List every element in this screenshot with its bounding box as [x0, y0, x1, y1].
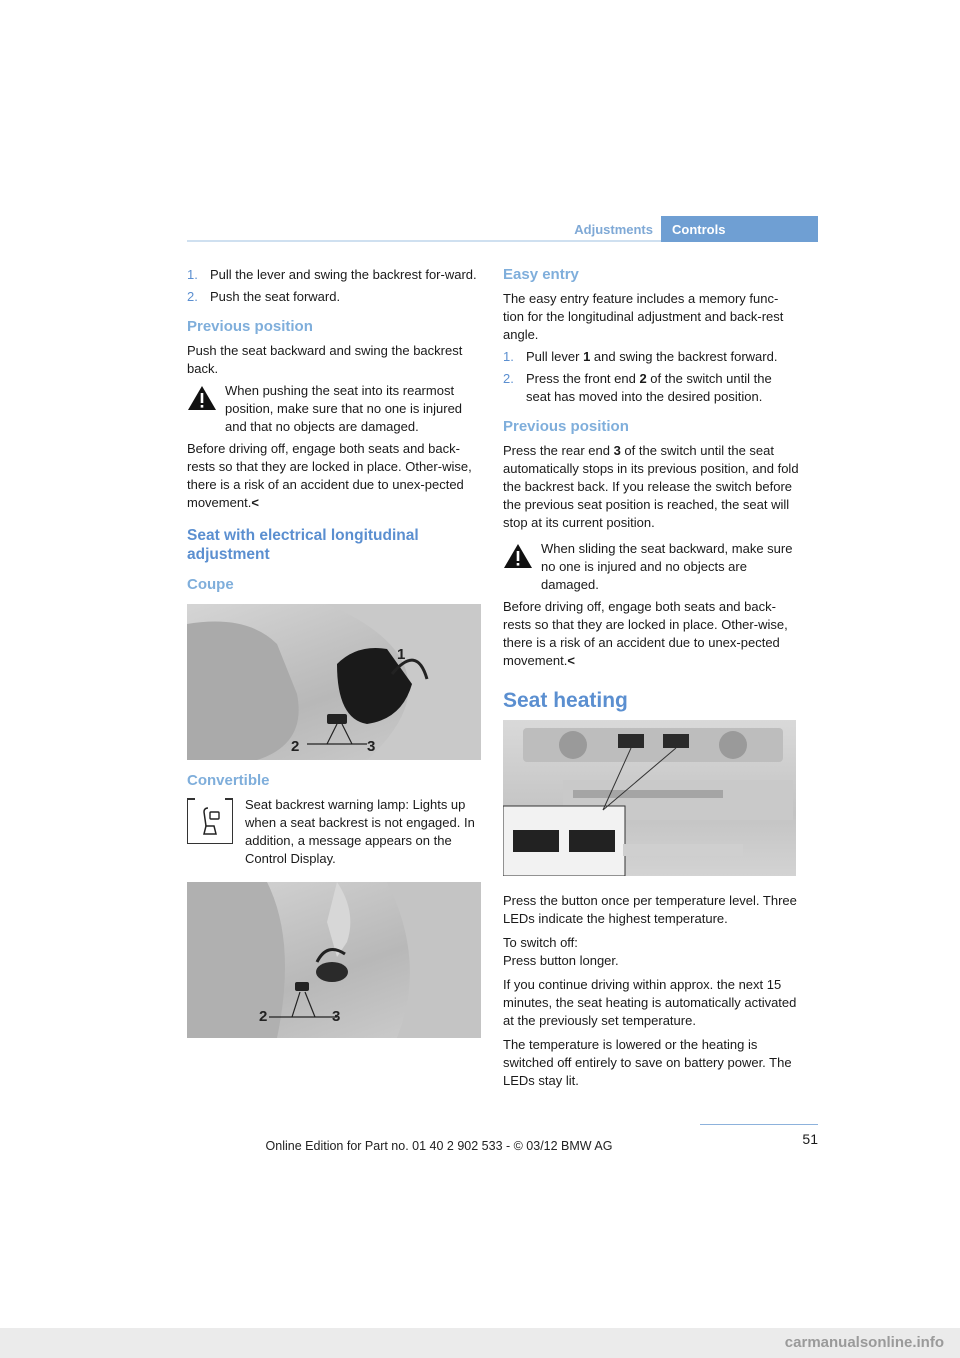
previous-position-text: Push the seat backward and swing the backrest back. [187, 343, 463, 376]
footer-text: Online Edition for Part no. 01 40 2 902 533 - © 03/12 BMW AG [265, 1139, 613, 1153]
warning-note [187, 382, 483, 512]
heating-text-4: The temperature is lowered or the heating is switched off entirely to save on battery power. The LEDs stay lit. [503, 1037, 792, 1088]
callout-3: 3 [367, 738, 376, 755]
list-item [187, 266, 483, 284]
warning-note [503, 540, 799, 670]
step-number: 1. [187, 267, 198, 282]
heating-text-2b: Press button longer. [503, 953, 619, 968]
heating-text-1: Press the button once per temperature level. Three LEDs indicate the highest temperature. [503, 893, 797, 926]
chapter-tab: Controls [661, 216, 818, 242]
easy-entry-heading: Easy entry [503, 266, 579, 283]
step-text: Push the seat forward. [210, 289, 341, 304]
warning-triangle-icon [503, 543, 533, 569]
warning-triangle-icon [187, 385, 217, 411]
step-text: Pull the lever and swing the backrest for-ward. [210, 267, 477, 282]
section-title: Adjustments [574, 222, 653, 237]
heating-text-2a: To switch off: [503, 935, 578, 950]
step-number: 2. [187, 289, 198, 304]
seat-heating-illustration [503, 720, 796, 876]
warning-text: When pushing the seat into its rearmost position, make sure that no one is injured and that no objects are damaged. [225, 383, 463, 434]
callout-1: 1 [397, 646, 406, 663]
easy-entry-text: The easy entry feature includes a memory func-tion for the longitudinal adjustment and back-rest angle. [503, 291, 784, 342]
callout-3: 3 [332, 1008, 341, 1025]
electrical-adjustment-heading: Seat with electrical longitudinal adjustment [187, 527, 419, 563]
warning-text-continued: Before driving off, engage both seats and back-rests so that they are locked in place. Other-wise, there is a risk of an accident due to unex-pected movement.< [187, 441, 472, 510]
watermark[interactable]: carmanualsonline.info [0, 1328, 960, 1358]
left-column [187, 266, 483, 1050]
convertible-heading: Convertible [187, 772, 270, 789]
step-number: 1. [503, 349, 514, 364]
coupe-heading: Coupe [187, 576, 234, 593]
list-item: 1. Pull lever 1 and swing the backrest forward. [503, 349, 778, 364]
warning-lamp-note [187, 796, 483, 868]
coupe-seat-drawing [187, 604, 481, 760]
callout-2: 2 [291, 738, 300, 755]
coupe-seat-illustration [187, 604, 481, 760]
page-number: 51 [700, 1124, 818, 1147]
climate-panel-drawing [503, 720, 796, 876]
previous-position-heading: Previous position [187, 318, 313, 335]
end-mark: < [251, 495, 259, 510]
warning-text-continued: Before driving off, engage both seats and back-rests so that they are locked in place. Other-wise, there is a risk of an accident due to unex-pected movement.< [503, 599, 788, 668]
list-item [187, 288, 483, 306]
heating-text-3: If you continue driving within approx. the next 15 minutes, the seat heating is automatically activated at the previously set temperature. [503, 977, 797, 1028]
convertible-seat-illustration [187, 882, 481, 1038]
list-item: 2. Press the front end 2 of the switch until the seat has moved into the desired position. [503, 371, 772, 404]
previous-position-heading: Previous position [503, 418, 629, 435]
right-column [503, 266, 799, 1094]
seat-backrest-lamp-icon [187, 798, 233, 844]
lamp-text: Seat backrest warning lamp: Lights up when a seat backrest is not engaged. In addition, a message appears on the Control Display. [245, 797, 475, 866]
end-mark: < [567, 653, 575, 668]
step-number: 2. [503, 371, 514, 386]
previous-position-text: Press the rear end 3 of the switch until the seat automatically stops in its previous position, and fold the backrest back. If you release the switch before the previous seat position is reached, the seat will stop at its current position. [503, 443, 799, 530]
seat-heating-heading: Seat heating [503, 689, 628, 712]
callout-2: 2 [259, 1008, 268, 1025]
warning-text: When sliding the seat backward, make sure no one is injured and no objects are damaged. [541, 541, 793, 592]
